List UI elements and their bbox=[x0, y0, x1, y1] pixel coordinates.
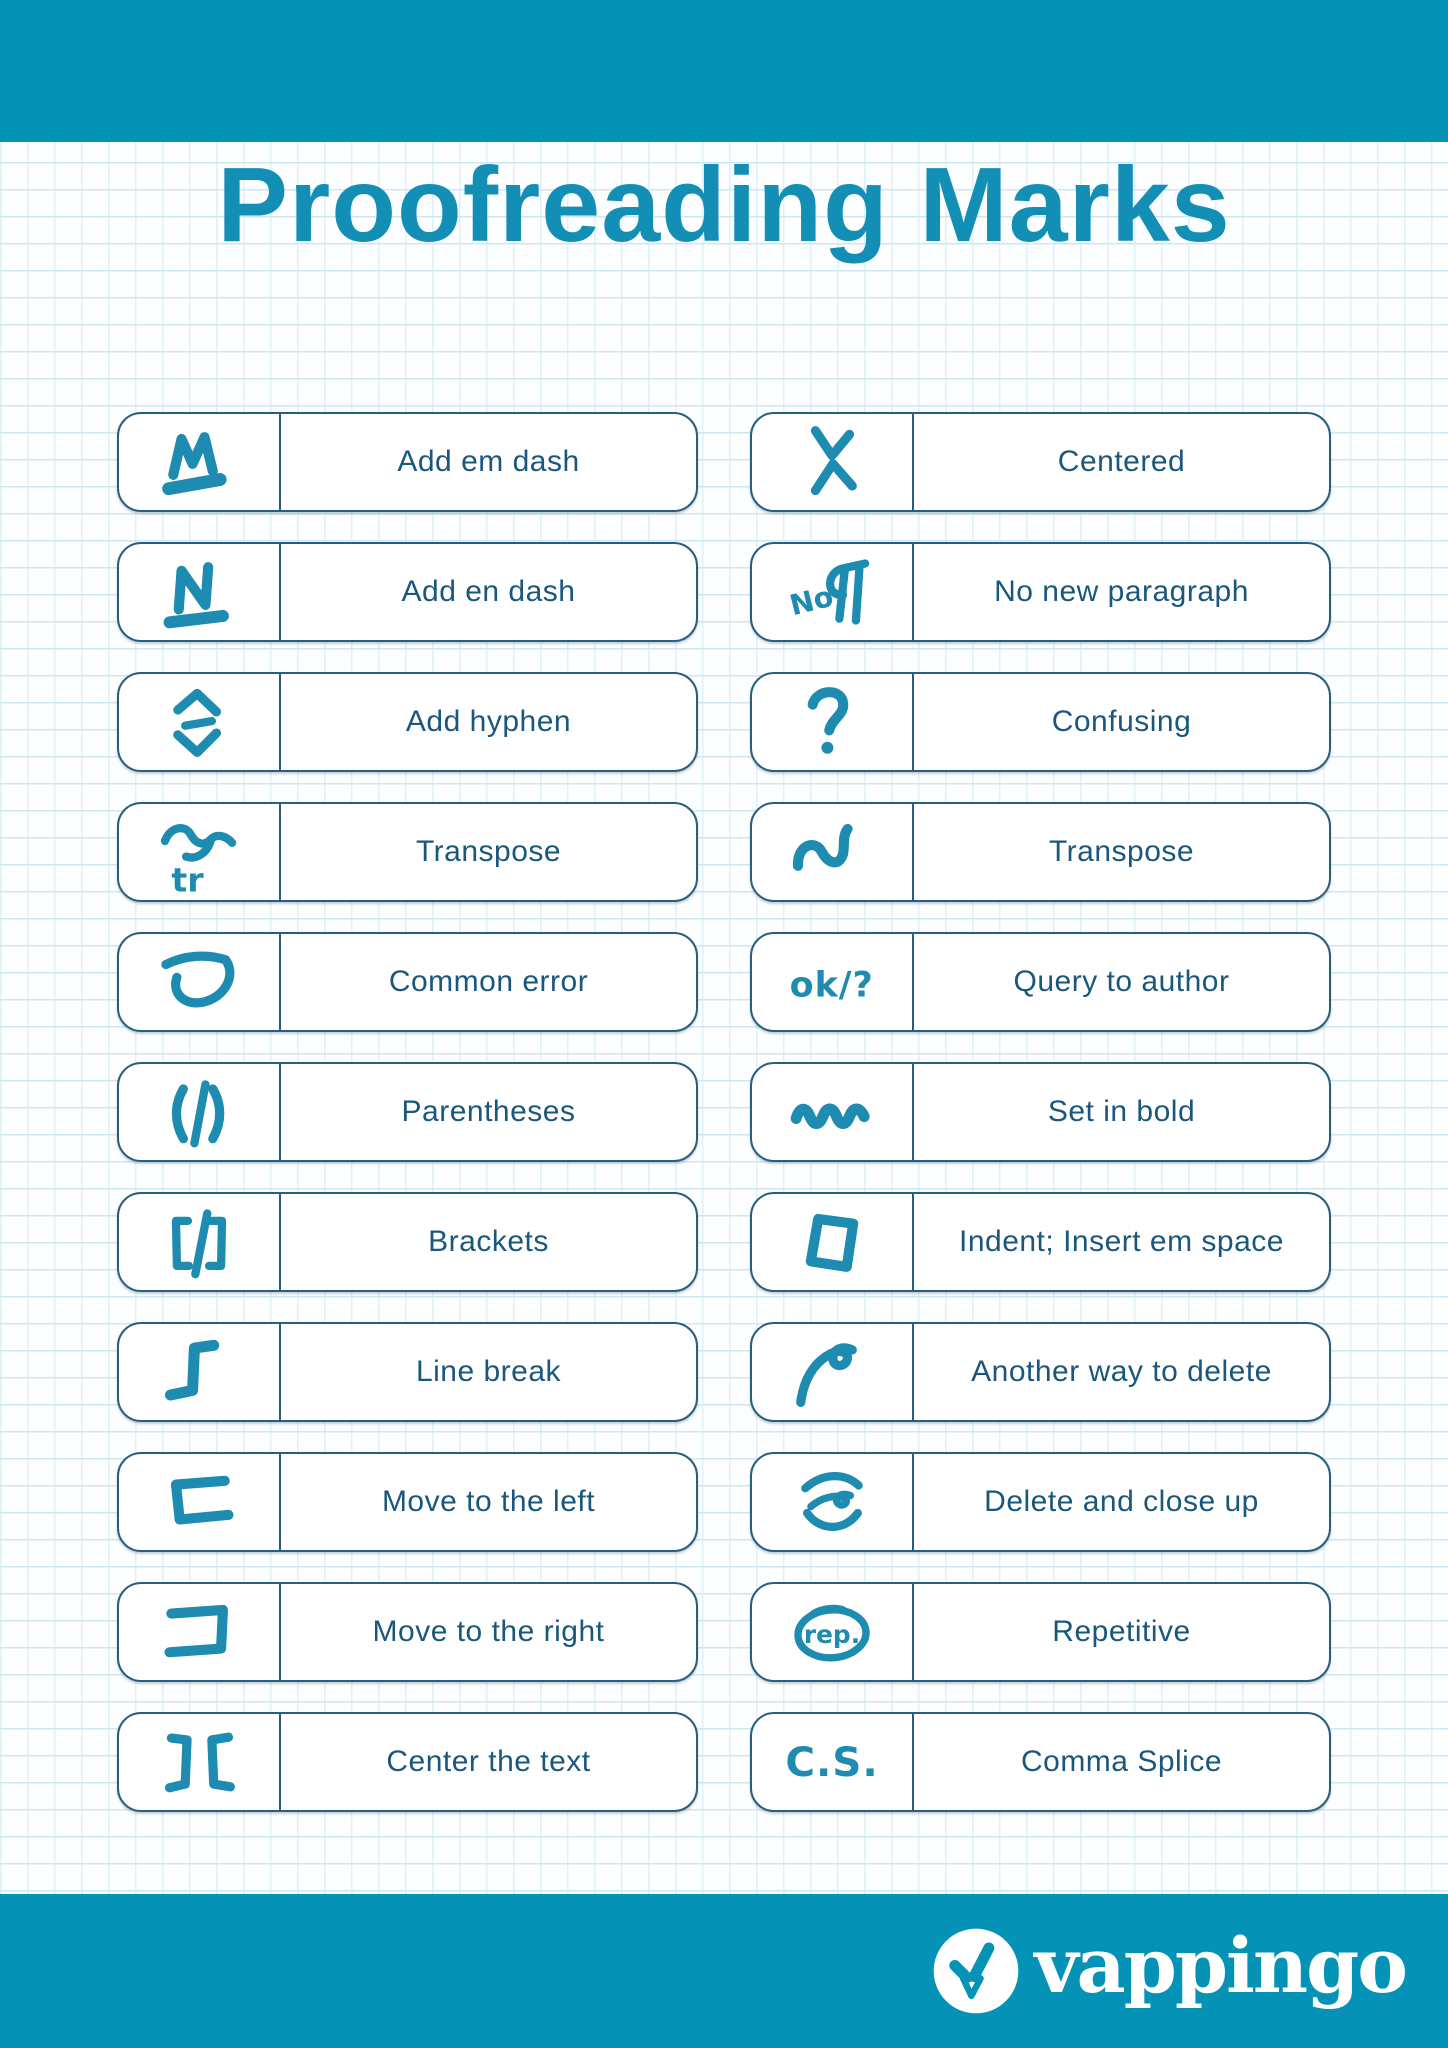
common-error-mark-icon bbox=[152, 936, 246, 1028]
ok-query-mark-icon bbox=[785, 936, 879, 1028]
card-label: Brackets bbox=[428, 1225, 549, 1258]
indent-mark-icon bbox=[785, 1196, 879, 1288]
transpose-wave-mark-icon bbox=[752, 804, 914, 900]
brand-wordmark: vappingo bbox=[1034, 1921, 1406, 2010]
center-text-mark-icon bbox=[152, 1716, 246, 1808]
card-label: Confusing bbox=[1051, 705, 1192, 738]
proofmark-card bbox=[117, 1322, 698, 1422]
center-text-mark-icon bbox=[119, 1714, 281, 1810]
brackets-mark-icon bbox=[119, 1194, 281, 1290]
card-label: Center the text bbox=[386, 1745, 591, 1778]
delete-alt-mark-icon bbox=[752, 1324, 914, 1420]
proofreading-marks-grid bbox=[117, 412, 1331, 1812]
confusing-mark-icon bbox=[785, 676, 879, 768]
page-title: Proofreading Marks bbox=[217, 146, 1231, 264]
proofmark-card bbox=[750, 542, 1331, 642]
card-label: Add em dash bbox=[397, 445, 580, 478]
comma-splice-mark-icon bbox=[785, 1716, 879, 1808]
bold-wave-mark-icon bbox=[785, 1066, 879, 1158]
check-pencil-icon bbox=[930, 1925, 1022, 2017]
left-column bbox=[117, 412, 698, 1812]
card-label: No new paragraph bbox=[994, 575, 1249, 608]
proofmark-card bbox=[117, 542, 698, 642]
move-right-mark-icon bbox=[152, 1586, 246, 1678]
proofmark-card bbox=[750, 1452, 1331, 1552]
proofmark-card bbox=[750, 1582, 1331, 1682]
move-left-mark-icon bbox=[152, 1456, 246, 1548]
proofmark-card bbox=[117, 802, 698, 902]
bold-wave-mark-icon bbox=[752, 1064, 914, 1160]
card-label: Query to author bbox=[1013, 965, 1230, 998]
proofmark-card bbox=[750, 672, 1331, 772]
parentheses-mark-icon bbox=[119, 1064, 281, 1160]
move-right-mark-icon bbox=[119, 1584, 281, 1680]
delete-alt-mark-icon bbox=[785, 1326, 879, 1418]
footer-bar bbox=[0, 1894, 1448, 2048]
indent-mark-icon bbox=[752, 1194, 914, 1290]
proofmark-card bbox=[117, 1062, 698, 1162]
hyphen-mark-icon bbox=[152, 676, 246, 768]
em-dash-mark-icon bbox=[152, 416, 246, 508]
proofmark-card bbox=[750, 1192, 1331, 1292]
parentheses-mark-icon bbox=[152, 1066, 246, 1158]
proofmark-card bbox=[117, 412, 698, 512]
proofmark-card bbox=[750, 932, 1331, 1032]
proofmark-card bbox=[117, 1192, 698, 1292]
card-label: Line break bbox=[415, 1355, 562, 1388]
card-label: Transpose bbox=[1048, 835, 1195, 868]
line-break-mark-icon bbox=[119, 1324, 281, 1420]
transpose-tr-mark-icon bbox=[119, 804, 281, 900]
brackets-mark-icon bbox=[152, 1196, 246, 1288]
confusing-mark-icon bbox=[752, 674, 914, 770]
proofmark-card bbox=[750, 1062, 1331, 1162]
move-left-mark-icon bbox=[119, 1454, 281, 1550]
card-label: Add en dash bbox=[401, 575, 576, 608]
right-column bbox=[750, 412, 1331, 1812]
hyphen-mark-icon bbox=[119, 674, 281, 770]
card-label: Repetitive bbox=[1052, 1615, 1191, 1648]
no-paragraph-mark-icon bbox=[785, 546, 879, 638]
proofmark-card bbox=[750, 1322, 1331, 1422]
card-label: Centered bbox=[1057, 445, 1186, 478]
en-dash-mark-icon bbox=[152, 546, 246, 638]
card-label: Parentheses bbox=[401, 1095, 576, 1128]
proofmark-card bbox=[750, 802, 1331, 902]
card-label: Transpose bbox=[415, 835, 562, 868]
no-paragraph-mark-icon bbox=[752, 544, 914, 640]
en-dash-mark-icon bbox=[119, 544, 281, 640]
em-dash-mark-icon bbox=[119, 414, 281, 510]
comma-splice-mark-icon bbox=[752, 1714, 914, 1810]
common-error-mark-icon bbox=[119, 934, 281, 1030]
line-break-mark-icon bbox=[152, 1326, 246, 1418]
proofmark-card bbox=[117, 1712, 698, 1812]
card-label: Another way to delete bbox=[971, 1355, 1272, 1388]
delete-closeup-mark-icon bbox=[752, 1454, 914, 1550]
proofmark-card bbox=[117, 672, 698, 772]
card-label: Add hyphen bbox=[405, 705, 572, 738]
ok-query-mark-icon bbox=[752, 934, 914, 1030]
card-label: Comma Splice bbox=[1020, 1745, 1223, 1778]
centered-mark-icon bbox=[752, 414, 914, 510]
card-label: Set in bold bbox=[1047, 1095, 1196, 1128]
transpose-tr-mark-icon bbox=[152, 806, 246, 898]
proofmark-card bbox=[750, 412, 1331, 512]
repetitive-mark-icon bbox=[785, 1586, 879, 1678]
header-bar bbox=[0, 0, 1448, 142]
centered-mark-icon bbox=[785, 416, 879, 508]
proofmark-card bbox=[117, 1452, 698, 1552]
proofmark-card bbox=[750, 1712, 1331, 1812]
proofmark-card bbox=[117, 1582, 698, 1682]
card-label: Move to the right bbox=[372, 1615, 605, 1648]
card-label: Indent; Insert em space bbox=[958, 1225, 1284, 1258]
delete-closeup-mark-icon bbox=[785, 1456, 879, 1548]
proofmark-card bbox=[117, 932, 698, 1032]
card-label: Common error bbox=[388, 965, 589, 998]
repetitive-mark-icon bbox=[752, 1584, 914, 1680]
transpose-wave-mark-icon bbox=[785, 806, 879, 898]
card-label: Delete and close up bbox=[984, 1485, 1259, 1518]
card-label: Move to the left bbox=[381, 1485, 596, 1518]
